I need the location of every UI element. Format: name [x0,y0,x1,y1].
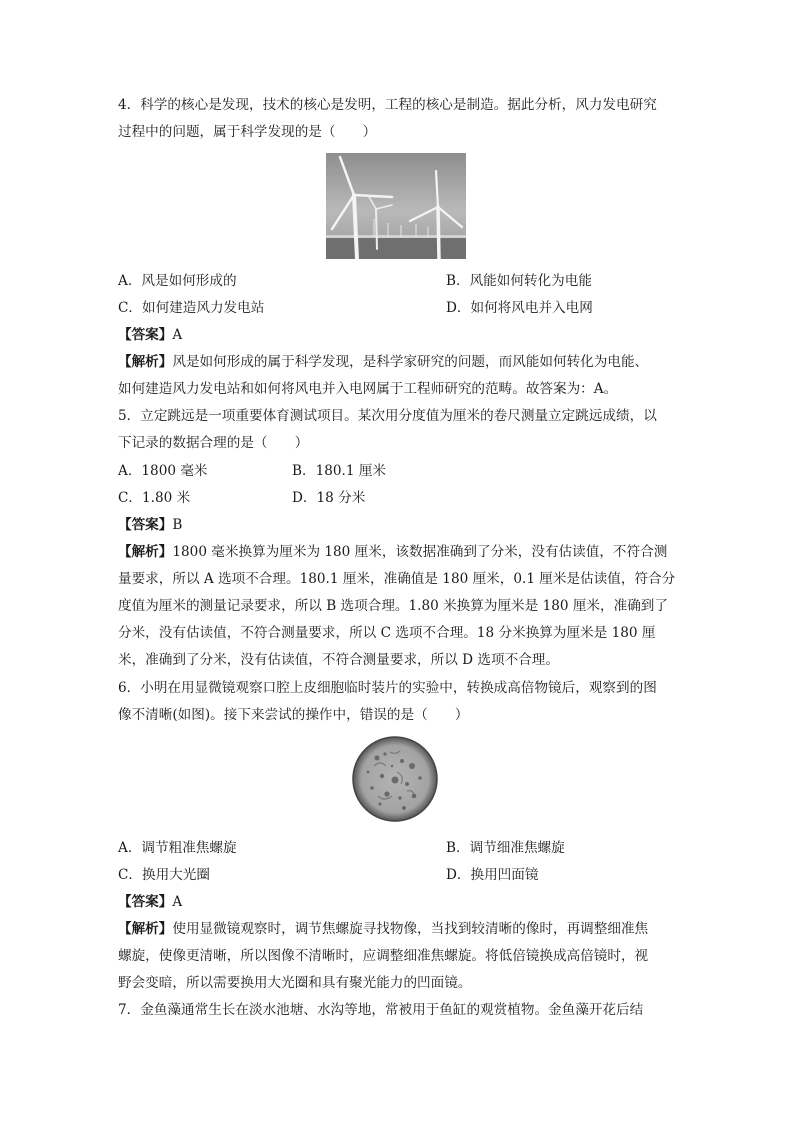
analysis-text: 1800 毫米换算为厘米为 180 厘米，该数据准确到了分米，没有估读值，不符合测 [172,544,668,560]
answer-value: A [172,894,183,910]
answer-tag: 【答案】 [118,327,173,343]
answer-value: B [172,517,183,533]
analysis-tag: 【解析】 [118,354,173,370]
q5-option-d: D．18 分米 [292,490,366,506]
q6-stem-line1: 6．小明在用显微镜观察口腔上皮细胞临时装片的实验中，转换成高倍物镜后，观察到的图 [118,680,657,696]
q6-option-a: A．调节粗准焦螺旋 [118,840,237,856]
q6-option-b: B．调节细准焦螺旋 [446,840,565,856]
q6-analysis-line3: 野会变暗，所以需要换用大光圈和具有聚光能力的凹面镜。 [118,975,472,991]
answer-value: A [172,327,183,343]
blurry-microscope-image [352,736,438,822]
q5-option-c: C．1.80 米 [118,490,191,506]
q7-stem-line1: 7．金鱼藻通常生长在淡水池塘、水沟等地，常被用于鱼缸的观赏植物。金鱼藻开花后结 [118,1002,644,1018]
q6-stem-line2: 像不清晰(如图)。接下来尝试的操作中，错误的是（ ） [118,707,469,723]
q4-analysis-line2: 如何建造风力发电站和如何将风电并入电网属于工程师研究的范畴。故答案为：A。 [118,381,618,397]
q6-analysis-line1 [118,920,648,938]
q4-answer [118,326,182,344]
analysis-text: 风是如何形成的属于科学发现，是科学家研究的问题，而风能如何转化为电能、 [172,354,649,370]
q5-stem-line1: 5．立定跳远是一项重要体育测试项目。某次用分度值为厘米的卷尺测量立定跳远成绩，以 [118,408,657,424]
q4-stem-line1: 4．科学的核心是发现，技术的核心是发明，工程的核心是制造。据此分析，风力发电研究 [118,97,657,113]
q4-analysis-line1 [118,353,648,371]
q6-answer [118,893,182,911]
q5-stem-line2: 下记录的数据合理的是（ ） [118,435,309,451]
q5-analysis-line2: 量要求，所以 A 选项不合理。180.1 厘米，准确值是 180 厘米，0.1 厘米是估读值，符合分 [118,571,676,587]
q4-option-c: C．如何建造风力发电站 [118,300,265,316]
q6-option-c: C．换用大光圈 [118,867,210,883]
q4-stem-line2: 过程中的问题，属于科学发现的是（ ） [118,124,377,140]
wind-turbine-photo [326,153,466,259]
q4-option-d: D．如何将风电并入电网 [446,300,593,316]
q4-option-a: A．风是如何形成的 [118,273,237,289]
analysis-tag: 【解析】 [118,921,173,937]
q5-analysis-line4: 分米，没有估读值，不符合测量要求，所以 C 选项不合理。18 分米换算为厘米是 180 厘 [118,625,656,641]
answer-tag: 【答案】 [118,517,173,533]
q5-analysis-line3: 度值为厘米的测量记录要求，所以 B 选项合理。1.80 米换算为厘米是 180 厘米，准确到了 [118,598,668,614]
q5-answer [118,516,182,534]
q6-analysis-line2: 螺旋，使像更清晰，所以图像不清晰时，应调整细准焦螺旋。将低倍镜换成高倍镜时，视 [118,948,649,964]
q6-option-d: D．换用凹面镜 [446,867,539,883]
q5-option-b: B．180.1 厘米 [292,463,387,479]
analysis-tag: 【解析】 [118,544,173,560]
q5-analysis-line5: 米，准确到了分米，没有估读值，不符合测量要求，所以 D 选项不合理。 [118,652,559,668]
analysis-text: 使用显微镜观察时，调节焦螺旋寻找物像，当找到较清晰的像时，再调整细准焦 [172,921,649,937]
answer-tag: 【答案】 [118,894,173,910]
q5-option-a: A．1800 毫米 [118,463,208,479]
q4-option-b: B．风能如何转化为电能 [446,273,592,289]
q5-analysis-line1 [118,543,667,561]
